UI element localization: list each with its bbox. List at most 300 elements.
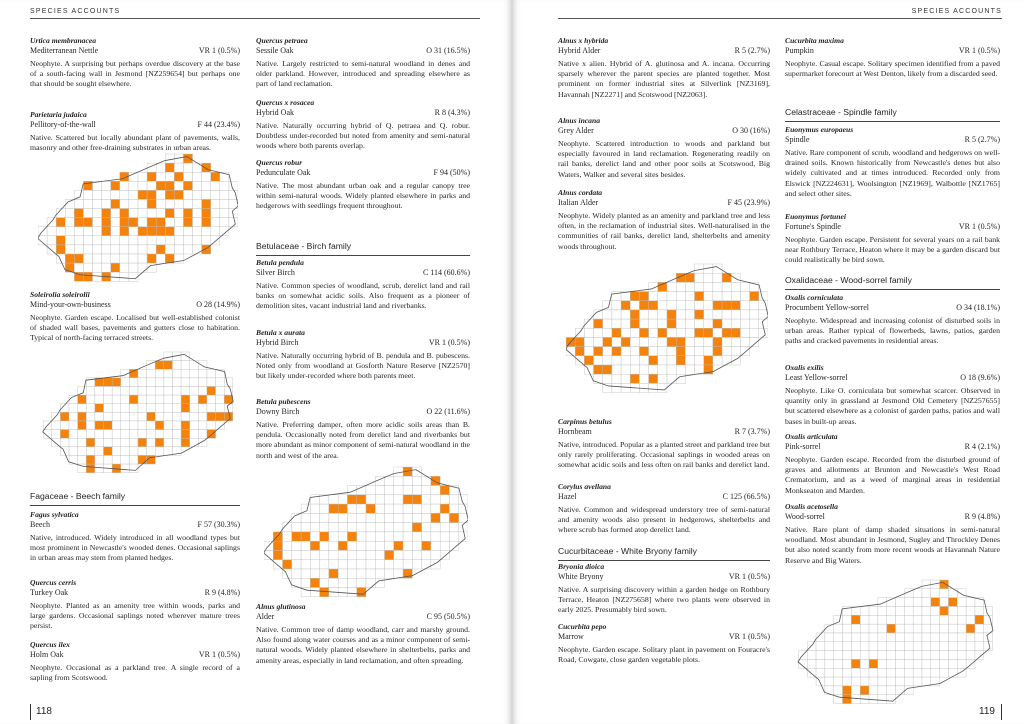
- record-square: [165, 163, 174, 172]
- grid-square: [120, 190, 129, 199]
- grid-square: [83, 227, 92, 236]
- record-square: [164, 361, 173, 370]
- grid-square: [676, 282, 685, 291]
- family-heading: Oxalidaceae - Wood-sorrel family: [785, 274, 1000, 290]
- grid-square: [869, 651, 878, 660]
- grid-square: [120, 263, 129, 272]
- grid-square: [431, 523, 440, 532]
- grid-square: [338, 495, 347, 504]
- grid-square: [74, 227, 83, 236]
- species-description: Native. Scattered but locally abundant plant of pavements, walls, masonry and other free-draining substrates in urban areas.: [30, 133, 240, 153]
- grid-square: [685, 282, 694, 291]
- distribution-map: [38, 350, 240, 475]
- grid-square: [713, 310, 722, 319]
- grid-square: [966, 633, 975, 642]
- common-name: Holm Oak: [30, 650, 64, 659]
- distribution-map: [38, 152, 240, 287]
- name-line: [30, 650, 240, 660]
- record-square: [86, 455, 95, 464]
- grid-square: [913, 633, 922, 642]
- grid-square: [190, 412, 199, 421]
- grid-square: [155, 395, 164, 404]
- grid-square: [403, 560, 412, 569]
- grid-square: [338, 560, 347, 569]
- grid-square: [948, 668, 957, 677]
- grid-square: [86, 412, 95, 421]
- grid-square: [83, 254, 92, 263]
- grid-square: [412, 550, 421, 559]
- grid-square: [120, 254, 129, 263]
- grid-square: [722, 292, 731, 301]
- common-name: Pumpkin: [785, 46, 814, 55]
- grid-square: [394, 560, 403, 569]
- grid-square: [366, 541, 375, 550]
- grid-square: [750, 328, 759, 337]
- grid-square: [869, 615, 878, 624]
- grid-square: [403, 541, 412, 550]
- grid-square: [394, 467, 403, 476]
- grid-square: [164, 438, 173, 447]
- grid-square: [913, 642, 922, 651]
- grid-square: [878, 677, 887, 686]
- status-frequency: R 5 (2.7%): [734, 46, 770, 55]
- scientific-name: Cucurbita maxima: [785, 36, 844, 45]
- record-square: [65, 263, 74, 272]
- record-square: [120, 227, 129, 236]
- grid-square: [310, 588, 319, 597]
- grid-square: [120, 199, 129, 208]
- record-square: [183, 209, 192, 218]
- grid-square: [292, 569, 301, 578]
- grid-square: [695, 273, 704, 282]
- species-description: Native. Rare plant of damp shaded situations in semi-natural woodland. Most abundant in Jesmond, Sugley and Throckley Denes but also noted scantly from more recent woods at Havannah Nature Reserve and Big Waters.: [785, 525, 1000, 565]
- grid-square: [948, 633, 957, 642]
- grid-square: [612, 310, 621, 319]
- species-entry: [30, 36, 240, 90]
- grid-square: [594, 337, 603, 346]
- grid-square: [172, 404, 181, 413]
- grid-square: [86, 447, 95, 456]
- grid-square: [220, 209, 229, 218]
- record-square: [155, 421, 164, 430]
- grid-square: [940, 659, 949, 668]
- grid-square: [851, 668, 860, 677]
- grid-square: [147, 447, 156, 456]
- grid-square: [722, 319, 731, 328]
- species-description: Native. Common and widespread understory tree of semi-natural and amenity woods also present in hedgerows, shelterbelts and where scrub has formed atop derelict land.: [558, 505, 770, 535]
- record-square: [320, 588, 329, 597]
- species-description: Neophyte. Garden escape. Solitary plant in pavement on Fouracre's Road, Cowgate, close garden vegetable plots.: [558, 645, 770, 665]
- status-frequency: O 31 (16.5%): [426, 46, 470, 55]
- record-square: [78, 421, 87, 430]
- grid-square: [112, 438, 121, 447]
- grid-square: [904, 615, 913, 624]
- grid-square: [165, 154, 174, 163]
- grid-square: [843, 624, 852, 633]
- grid-square: [816, 668, 825, 677]
- grid-square: [156, 254, 165, 263]
- grid-square: [104, 438, 113, 447]
- grid-square: [129, 430, 138, 439]
- family-heading: Celastraceae - Spindle family: [785, 106, 1000, 122]
- grid-square: [174, 245, 183, 254]
- record-square: [207, 412, 216, 421]
- grid-square: [887, 677, 896, 686]
- record-square: [869, 659, 878, 668]
- grid-square: [357, 523, 366, 532]
- grid-square: [164, 395, 173, 404]
- grid-square: [649, 365, 658, 374]
- record-square: [431, 476, 440, 485]
- grid-square: [375, 569, 384, 578]
- species-entry: [785, 212, 1000, 266]
- record-square: [594, 319, 603, 328]
- grid-square: [172, 421, 181, 430]
- grid-square: [375, 513, 384, 522]
- common-name: Mind-your-own-business: [30, 300, 111, 309]
- grid-square: [931, 668, 940, 677]
- record-square: [667, 319, 676, 328]
- grid-square: [310, 523, 319, 532]
- grid-square: [129, 378, 138, 387]
- grid-square: [121, 412, 130, 421]
- grid-square: [120, 245, 129, 254]
- grid-square: [183, 227, 192, 236]
- grid-square: [649, 292, 658, 301]
- grid-square: [649, 328, 658, 337]
- grid-square: [412, 513, 421, 522]
- common-name: Alder: [256, 612, 275, 621]
- grid-square: [320, 550, 329, 559]
- grid-square: [713, 292, 722, 301]
- grid-square: [896, 668, 905, 677]
- grid-square: [112, 447, 121, 456]
- grid-square: [860, 624, 869, 633]
- grid-square: [329, 550, 338, 559]
- grid-square: [165, 199, 174, 208]
- grid-square: [431, 550, 440, 559]
- grid-square: [394, 476, 403, 485]
- grid-square: [95, 430, 104, 439]
- grid-square: [129, 254, 138, 263]
- record-square: [104, 421, 113, 430]
- grid-square: [320, 560, 329, 569]
- grid-square: [731, 319, 740, 328]
- distribution-map: [793, 578, 1000, 706]
- grid-square: [887, 659, 896, 668]
- common-name: Pellitory-of-the-wall: [30, 120, 96, 129]
- grid-square: [156, 209, 165, 218]
- record-square: [676, 347, 685, 356]
- grid-square: [887, 651, 896, 660]
- grid-square: [940, 651, 949, 660]
- grid-square: [174, 181, 183, 190]
- grid-square: [658, 319, 667, 328]
- grid-square: [878, 615, 887, 624]
- status-frequency: VR 1 (0.5%): [958, 222, 1000, 231]
- record-square: [329, 569, 338, 578]
- species-entry: [256, 36, 470, 90]
- grid-square: [422, 504, 431, 513]
- record-square: [639, 347, 648, 356]
- grid-square: [190, 378, 199, 387]
- grid-square: [207, 378, 216, 387]
- record-square: [704, 356, 713, 365]
- grid-square: [95, 464, 104, 473]
- grid-square: [896, 606, 905, 615]
- grid-square: [412, 476, 421, 485]
- grid-square: [375, 550, 384, 559]
- grid-square: [639, 365, 648, 374]
- name-line: [256, 338, 470, 348]
- grid-square: [112, 421, 121, 430]
- grid-square: [957, 633, 966, 642]
- grid-square: [310, 504, 319, 513]
- grid-square: [584, 337, 593, 346]
- grid-square: [292, 550, 301, 559]
- grid-square: [301, 550, 310, 559]
- grid-square: [216, 404, 225, 413]
- record-square: [156, 218, 165, 227]
- grid-square: [129, 172, 138, 181]
- grid-square: [685, 292, 694, 301]
- grid-square: [155, 386, 164, 395]
- grid-square: [193, 227, 202, 236]
- record-square: [138, 455, 147, 464]
- status-frequency: VR 1 (0.5%): [198, 650, 240, 659]
- grid-square: [220, 227, 229, 236]
- record-square: [165, 209, 174, 218]
- grid-square: [722, 356, 731, 365]
- grid-square: [165, 218, 174, 227]
- scientific-name: Alnus incana: [558, 116, 600, 125]
- species-entry: [558, 622, 770, 665]
- grid-square: [807, 659, 816, 668]
- record-square: [320, 532, 329, 541]
- grid-square: [155, 404, 164, 413]
- grid-square: [69, 430, 78, 439]
- grid-square: [896, 677, 905, 686]
- grid-square: [190, 386, 199, 395]
- grid-square: [722, 310, 731, 319]
- species-description: Neophyte. Widely planted as an amenity and parkland tree and less often, in the reclamation of industrial sites. Well-naturalised in the communities of rail banks, derelict land, shelterbelts and amenity woods throughout.: [558, 211, 770, 251]
- name-line: [558, 126, 770, 136]
- grid-square: [667, 292, 676, 301]
- grid-square: [667, 328, 676, 337]
- grid-square: [112, 455, 121, 464]
- name-line: [30, 520, 240, 530]
- grid-square: [310, 569, 319, 578]
- grid-square: [825, 677, 834, 686]
- grid-square: [740, 282, 749, 291]
- grid-square: [138, 386, 147, 395]
- grid-square: [121, 395, 130, 404]
- grid-square: [422, 560, 431, 569]
- grid-square: [93, 227, 102, 236]
- grid-square: [394, 486, 403, 495]
- record-square: [403, 495, 412, 504]
- grid-square: [164, 421, 173, 430]
- status-frequency: R 4 (2.1%): [964, 442, 1000, 451]
- folio-rule: [1001, 704, 1002, 720]
- grid-square: [695, 264, 704, 273]
- species-description: Neophyte. Garden escape. Persistent for several years on a rail bank near Rothbury Terrace, Heaton where it may be a garden discard but could realistically be bird sown.: [785, 235, 1000, 265]
- grid-square: [612, 365, 621, 374]
- grid-square: [878, 651, 887, 660]
- grid-square: [731, 292, 740, 301]
- grid-square: [685, 337, 694, 346]
- grid-square: [630, 301, 639, 310]
- grid-square: [940, 642, 949, 651]
- grid-square: [740, 337, 749, 346]
- grid-square: [357, 560, 366, 569]
- grid-square: [658, 301, 667, 310]
- species-entry: [30, 578, 240, 632]
- grid-square: [121, 386, 130, 395]
- grid-square: [211, 190, 220, 199]
- grid-square: [966, 651, 975, 660]
- family-heading: Fagaceae - Beech family: [30, 490, 240, 506]
- grid-square: [183, 172, 192, 181]
- grid-square: [403, 486, 412, 495]
- grid-square: [621, 328, 630, 337]
- record-square: [685, 273, 694, 282]
- status-frequency: R 8 (4.3%): [434, 108, 470, 117]
- status-frequency: VR 1 (0.5%): [198, 46, 240, 55]
- grid-square: [211, 218, 220, 227]
- record-square: [273, 550, 282, 559]
- grid-square: [658, 365, 667, 374]
- grid-square: [913, 589, 922, 598]
- record-square: [165, 190, 174, 199]
- record-square: [584, 356, 593, 365]
- grid-square: [78, 438, 87, 447]
- record-square: [95, 421, 104, 430]
- grid-square: [198, 378, 207, 387]
- grid-square: [190, 395, 199, 404]
- scientific-name: Betula pendula: [256, 258, 304, 267]
- record-square: [74, 209, 83, 218]
- record-square: [155, 438, 164, 447]
- grid-square: [129, 412, 138, 421]
- grid-square: [211, 209, 220, 218]
- record-square: [78, 412, 87, 421]
- record-square: [639, 292, 648, 301]
- grid-square: [649, 319, 658, 328]
- grid-square: [357, 541, 366, 550]
- scientific-name: Parietaria judaica: [30, 110, 87, 119]
- record-square: [102, 209, 111, 218]
- grid-square: [83, 199, 92, 208]
- grid-square: [102, 263, 111, 272]
- grid-square: [172, 361, 181, 370]
- grid-square: [301, 569, 310, 578]
- grid-square: [931, 651, 940, 660]
- status-frequency: VR 1 (0.5%): [428, 338, 470, 347]
- status-frequency: VR 1 (0.5%): [728, 572, 770, 581]
- scientific-name: Alnus glutinosa: [256, 602, 306, 611]
- common-name: Hybrid Alder: [558, 46, 601, 55]
- grid-square: [658, 310, 667, 319]
- grid-square: [147, 438, 156, 447]
- grid-square: [366, 569, 375, 578]
- grid-square: [120, 181, 129, 190]
- grid-square: [422, 513, 431, 522]
- common-name: Beech: [30, 520, 50, 529]
- grid-square: [431, 532, 440, 541]
- grid-square: [860, 677, 869, 686]
- grid-square: [878, 606, 887, 615]
- record-square: [948, 598, 957, 607]
- grid-square: [940, 615, 949, 624]
- grid-square: [431, 541, 440, 550]
- grid-square: [301, 504, 310, 513]
- grid-square: [338, 513, 347, 522]
- record-square: [931, 598, 940, 607]
- grid-square: [320, 569, 329, 578]
- grid-square: [704, 301, 713, 310]
- grid-square: [931, 633, 940, 642]
- grid-square: [878, 642, 887, 651]
- grid-square: [164, 404, 173, 413]
- scientific-name: Corylus avellana: [558, 482, 611, 491]
- grid-square: [172, 430, 181, 439]
- scientific-name: Betula pubescens: [256, 397, 311, 406]
- grid-square: [172, 438, 181, 447]
- grid-square: [138, 447, 147, 456]
- distribution-map: [264, 465, 470, 600]
- grid-square: [320, 541, 329, 550]
- grid-square: [193, 199, 202, 208]
- grid-square: [292, 523, 301, 532]
- grid-square: [639, 374, 648, 383]
- record-square: [887, 624, 896, 633]
- grid-square: [202, 236, 211, 245]
- grid-square: [112, 395, 121, 404]
- species-description: Neophyte. Occasional as a parkland tree. A single record of a sapling from Scotswood.: [30, 663, 240, 683]
- species-entry: [558, 482, 770, 536]
- grid-square: [940, 633, 949, 642]
- grid-square: [704, 292, 713, 301]
- grid-square: [722, 337, 731, 346]
- grid-square: [121, 421, 130, 430]
- grid-square: [347, 541, 356, 550]
- grid-square: [347, 560, 356, 569]
- grid-square: [412, 504, 421, 513]
- grid-square: [931, 615, 940, 624]
- common-name: Mediterranean Nettle: [30, 46, 99, 55]
- grid-square: [896, 615, 905, 624]
- grid-square: [310, 560, 319, 569]
- grid-square: [164, 352, 173, 361]
- grid-square: [685, 356, 694, 365]
- common-name: Hybrid Birch: [256, 338, 299, 347]
- species-entry: [256, 328, 470, 382]
- record-square: [111, 199, 120, 208]
- record-square: [181, 395, 190, 404]
- grid-square: [449, 532, 458, 541]
- grid-square: [65, 245, 74, 254]
- grid-square: [834, 677, 843, 686]
- record-square: [621, 301, 630, 310]
- grid-square: [695, 282, 704, 291]
- grid-square: [851, 642, 860, 651]
- record-square: [639, 328, 648, 337]
- grid-square: [658, 347, 667, 356]
- grid-square: [338, 523, 347, 532]
- species-entry: [256, 98, 470, 152]
- grid-square: [78, 455, 87, 464]
